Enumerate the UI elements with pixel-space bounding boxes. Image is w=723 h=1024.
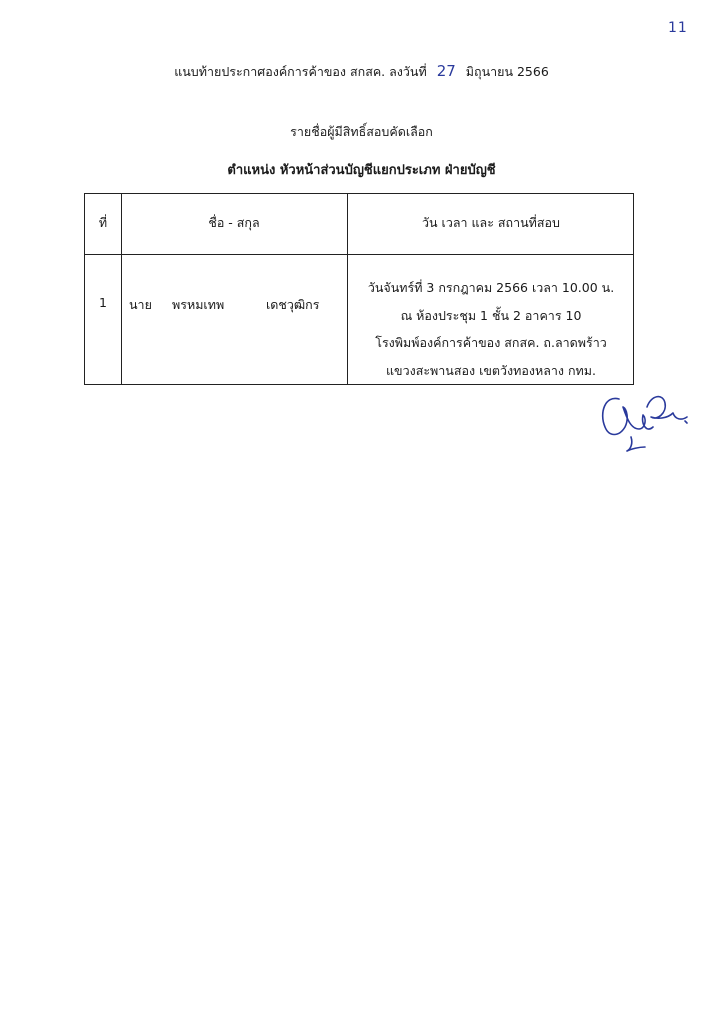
column-header-no: ที่ <box>98 215 108 230</box>
header-day-handwritten: 27 <box>436 62 456 80</box>
table-header-divider <box>85 254 633 255</box>
exam-venue: โรงพิมพ์องค์การค้าของ สกสค. ถ.ลาดพร้าว <box>375 335 607 350</box>
row-first-name: พรหมเทพ <box>172 297 225 312</box>
list-title: รายชื่อผู้มีสิทธิ์สอบคัดเลือก <box>290 124 433 139</box>
row-exam-details <box>347 274 635 384</box>
row-no: 1 <box>99 295 107 310</box>
exam-district: แขวงสะพานสอง เขตวังทองหลาง กทม. <box>385 362 596 378</box>
row-title: นาย <box>129 297 152 312</box>
column-header-exam: วัน เวลา และ สถานที่สอบ <box>422 215 560 230</box>
column-header-name: ชื่อ - สกุล <box>208 215 260 230</box>
header-prefix: แนบท้ายประกาศองค์การค้าของ สกสค. ลงวันที่ <box>174 64 427 79</box>
position-title: ตำแหน่ง หัวหน้าส่วนบัญชีแยกประเภท ฝ่ายบัญชี <box>227 163 496 178</box>
exam-table <box>84 193 634 385</box>
page-number: 11 <box>668 20 688 36</box>
exam-date-time: วันจันทร์ที่ 3 กรกฎาคม 2566 เวลา 10.00 น. <box>367 280 615 295</box>
header-month-year: มิถุนายน 2566 <box>465 64 549 79</box>
row-last-name: เดชวุฒิกร <box>266 297 320 312</box>
header-line <box>0 62 723 82</box>
signature <box>597 385 697 457</box>
exam-room: ณ ห้องประชุม 1 ชั้น 2 อาคาร 10 <box>400 307 582 323</box>
